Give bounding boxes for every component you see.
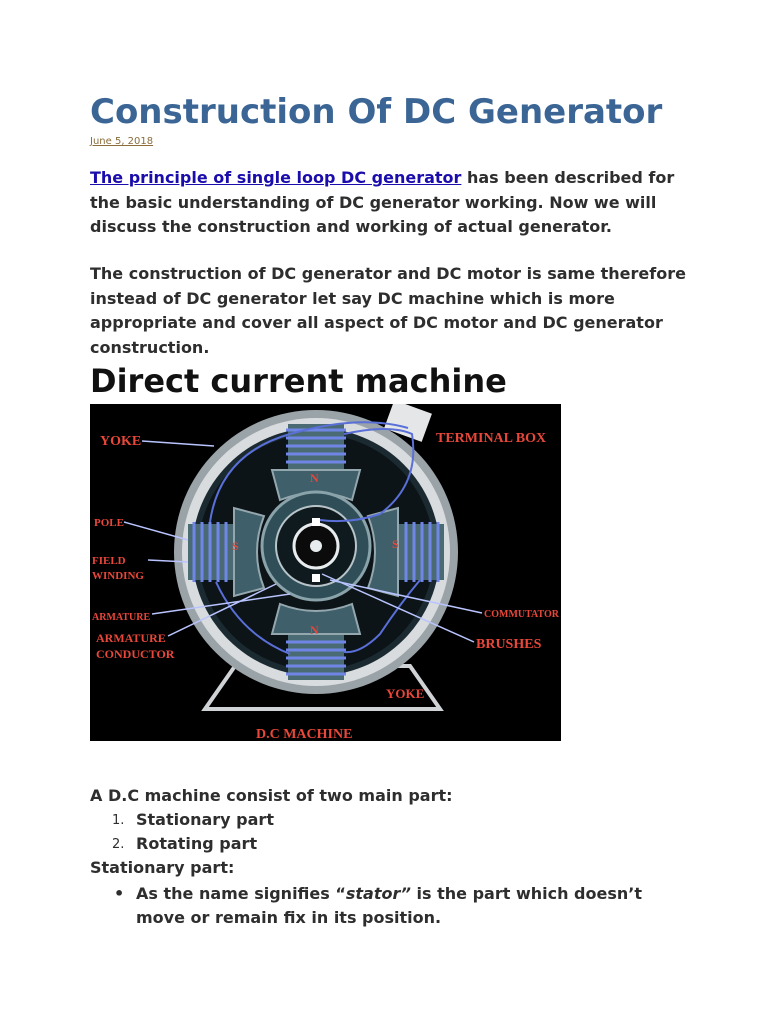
post-date[interactable]: June 5, 2018 <box>90 136 154 147</box>
construction-paragraph: The construction of DC generator and DC motor is same therefore instead of DC generator let say DC machine which is more appropriate and cover all aspect of DC motor and DC generator construction. <box>90 264 686 357</box>
list-number: 2. <box>112 837 125 852</box>
label-yoke-bottom: YOKE <box>386 686 425 701</box>
list-label: Stationary part <box>136 810 274 829</box>
label-pole-s-right: S <box>392 537 399 551</box>
section-heading: Direct current machine <box>90 362 507 400</box>
bullet-text-pre: As the name signifies “ <box>136 884 346 903</box>
list-number: 1. <box>112 813 125 828</box>
label-pole-n-top: N <box>310 471 319 485</box>
brush-bottom <box>312 574 320 582</box>
label-pole-n-bottom: N <box>310 623 319 637</box>
intro-paragraph <box>90 166 690 240</box>
list-label: Rotating part <box>136 834 258 853</box>
bullet-text-post: is the part which doesn’t move or remain fix in its position. <box>136 884 642 927</box>
label-armature-conductor-1: ARMATURE <box>96 631 166 645</box>
parts-lead: A D.C machine consist of two main part: <box>90 786 453 805</box>
principle-link[interactable]: The principle of single loop DC generator <box>90 168 462 187</box>
bullet-emphasis: stator” <box>345 884 411 903</box>
label-armature-conductor-2: CONDUCTOR <box>96 647 175 661</box>
list-item <box>90 810 274 834</box>
bullet-dot: • <box>114 884 125 903</box>
stationary-heading: Stationary part: <box>90 858 235 877</box>
page-title: Construction Of DC Generator <box>90 92 663 132</box>
label-field-winding-1: FIELD <box>92 555 126 567</box>
label-yoke-top: YOKE <box>100 434 142 449</box>
label-caption: D.C MACHINE <box>256 727 353 741</box>
label-commutator: COMMUTATOR <box>484 609 559 620</box>
dc-machine-svg <box>90 404 561 741</box>
label-pole-s-left: S <box>232 539 239 553</box>
label-pole: POLE <box>94 517 124 529</box>
intro-text: has been described for the basic understanding of DC generator working. Now we will discuss the construction and working of actual generator. <box>90 168 675 236</box>
list-item <box>90 882 690 930</box>
list-item <box>90 834 274 858</box>
parts-list <box>90 810 274 858</box>
label-field-winding-2: WINDING <box>92 570 144 582</box>
label-terminal-box: TERMINAL BOX <box>436 431 547 446</box>
dc-machine-diagram <box>90 404 561 741</box>
label-brushes: BRUSHES <box>476 637 542 652</box>
shaft <box>310 540 322 552</box>
brush-top <box>312 518 320 526</box>
stationary-bullets <box>90 882 690 930</box>
label-armature: ARMATURE <box>92 612 151 623</box>
